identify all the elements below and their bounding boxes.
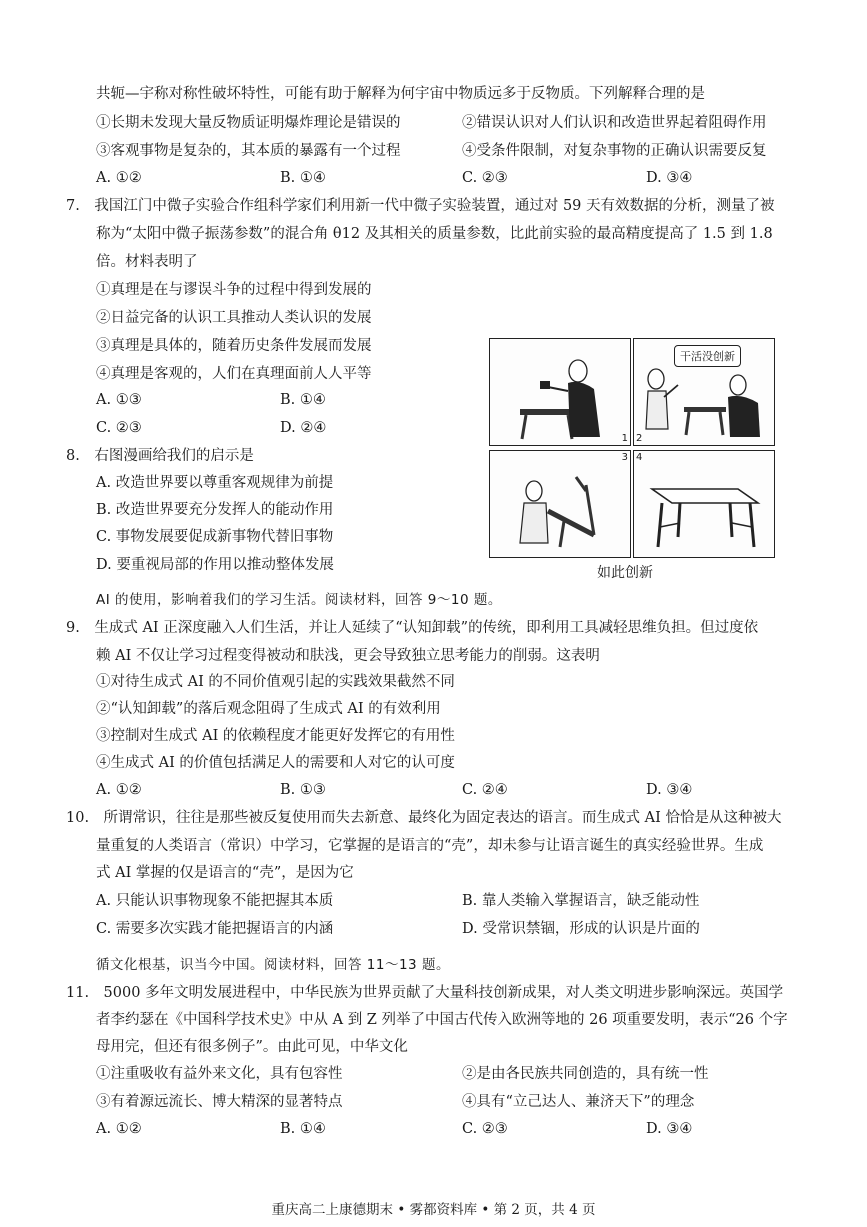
q11-statement-3: ③有着源远流长、博大精深的显著特点 [96, 1094, 343, 1110]
q10-stem-line-1: 10. 所谓常识，往往是那些被反复使用而失去新意、最终化为固定表达的语言。而生成式 AI 恰恰是从这种被大 [66, 810, 782, 826]
speech-bubble: 干活没创新 [674, 345, 741, 367]
q10-option-b: B. 靠人类输入掌握语言，缺乏能动性 [462, 893, 700, 909]
q11-stem-line-3: 母用完，但还有很多例子”。由此可见，中华文化 [96, 1039, 408, 1055]
q9-statement-2: ②“认知卸载”的落后观念阻碍了生成式 AI 的有效利用 [96, 701, 441, 717]
q9-statement-1: ①对待生成式 AI 的不同价值观引起的实践效果截然不同 [96, 674, 455, 690]
q9-stem-line-1: 9. 生成式 AI 正深度融入人们生活，并让人延续了“认知卸载”的传统，即利用工具减轻思维负担。但过度依 [66, 620, 759, 636]
q6-statement-3: ③客观事物是复杂的，其本质的暴露有一个过程 [96, 143, 401, 159]
section-intro-ai: AI 的使用，影响着我们的学习生活。阅读材料，回答 9～10 题。 [96, 592, 502, 608]
comic-panel-number-2: 2 [636, 433, 643, 444]
q7-option-c: C. ②③ [96, 420, 142, 436]
q11-stem-line-1: 11. 5000 多年文明发展进程中，中华民族为世界贡献了大量科技创新成果，对人类文明进步影响深远。英国学 [66, 985, 784, 1001]
q6-option-b: B. ①④ [280, 170, 326, 186]
q9-statement-3: ③控制对生成式 AI 的依赖程度才能更好发挥它的有用性 [96, 728, 455, 744]
q8-option-a: A. 改造世界要以尊重客观规律为前提 [96, 475, 334, 491]
q9-option-b: B. ①③ [280, 782, 326, 798]
q7-statement-2: ②日益完备的认识工具推动人类认识的发展 [96, 310, 372, 326]
q10-option-c: C. 需要多次实践才能把握语言的内涵 [96, 921, 334, 937]
q7-stem-line-2: 称为“太阳中微子振荡参数”的混合角 θ12 及其相关的质量参数，比此前实验的最高精度提高了 1.5 到 1.8 [96, 226, 773, 242]
q8-option-d: D. 要重视局部的作用以推动整体发展 [96, 557, 334, 573]
q6-stem-line: 共轭—宇称对称性破坏特性，可能有助于解释为何宇宙中物质远多于反物质。下列解释合理的是 [96, 86, 705, 102]
q6-statement-2: ②错误认识对人们认识和改造世界起着阻碍作用 [462, 115, 767, 131]
q7-option-a: A. ①③ [96, 392, 142, 408]
comic-panel-3 [489, 450, 631, 558]
q7-option-b: B. ①④ [280, 392, 326, 408]
comic-caption: 如此创新 [597, 565, 653, 581]
q7-option-d: D. ②④ [280, 420, 327, 436]
comic-panel-2 [633, 338, 775, 446]
q6-option-d: D. ③④ [646, 170, 693, 186]
q9-statement-4: ④生成式 AI 的价值包括满足人的需要和人对它的认可度 [96, 755, 455, 771]
comic-panel-number-4: 4 [636, 452, 643, 463]
q11-option-b: B. ①④ [280, 1121, 326, 1137]
q7-statement-1: ①真理是在与谬误斗争的过程中得到发展的 [96, 282, 372, 298]
comic-figure [489, 338, 775, 582]
q7-statement-4: ④真理是客观的，人们在真理面前人人平等 [96, 366, 372, 382]
comic-panel-number-3: 3 [621, 452, 628, 463]
comic-panel-1 [489, 338, 631, 446]
q6-option-a: A. ①② [96, 170, 142, 186]
q6-statement-1: ①长期未发现大量反物质证明爆炸理论是错误的 [96, 115, 401, 131]
q10-stem-line-3: 式 AI 掌握的仅是语言的“壳”，是因为它 [96, 865, 354, 881]
q11-statement-1: ①注重吸收有益外来文化，具有包容性 [96, 1066, 343, 1082]
q11-option-c: C. ②③ [462, 1121, 508, 1137]
q10-option-a: A. 只能认识事物现象不能把握其本质 [96, 893, 334, 909]
page-footer: 重庆高二上康德期末 • 雾都资料库 • 第 2 页，共 4 页 [271, 1202, 596, 1218]
q7-statement-3: ③真理是具体的，随着历史条件发展而发展 [96, 338, 372, 354]
q11-option-d: D. ③④ [646, 1121, 693, 1137]
q9-option-c: C. ②④ [462, 782, 508, 798]
q7-stem-line-1: 7. 我国江门中微子实验合作组科学家们利用新一代中微子实验装置，通过对 59 天有效数据的分析，测量了被 [66, 198, 775, 214]
inverted-bench-illustration [634, 451, 774, 557]
q10-option-d: D. 受常识禁锢，形成的认识是片面的 [462, 921, 700, 937]
q10-stem-line-2: 量重复的人类语言（常识）中学习，它掌握的是语言的“壳”，却未参与让语言诞生的真实经验世界。生成 [96, 838, 764, 854]
q9-option-a: A. ①② [96, 782, 142, 798]
q11-statement-2: ②是由各民族共同创造的，具有统一性 [462, 1066, 709, 1082]
carpenter-working-illustration [490, 339, 630, 445]
q7-stem-line-3: 倍。材料表明了 [96, 254, 198, 270]
section-intro-culture: 循文化根基，识当今中国。阅读材料，回答 11～13 题。 [96, 957, 450, 973]
q9-option-d: D. ③④ [646, 782, 693, 798]
q6-statement-4: ④受条件限制，对复杂事物的正确认识需要反复 [462, 143, 767, 159]
q6-option-c: C. ②③ [462, 170, 508, 186]
q11-option-a: A. ①② [96, 1121, 142, 1137]
q11-stem-line-2: 者李约瑟在《中国科学技术史》中从 A 到 Z 列举了中国古代传入欧洲等地的 26 项重要发明，表示“26 个字 [96, 1012, 788, 1028]
q8-option-c: C. 事物发展要促成新事物代替旧事物 [96, 529, 334, 545]
q8-stem: 8. 右图漫画给我们的启示是 [66, 448, 254, 464]
q8-option-b: B. 改造世界要充分发挥人的能动作用 [96, 502, 334, 518]
q9-stem-line-2: 赖 AI 不仅让学习过程变得被动和肤浅，更会导致独立思考能力的削弱。这表明 [96, 648, 600, 664]
q11-statement-4: ④具有“立己达人、兼济天下”的理念 [462, 1094, 695, 1110]
reworking-bench-illustration [490, 451, 630, 557]
comic-panel-4 [633, 450, 775, 558]
comic-panel-number-1: 1 [621, 433, 628, 444]
